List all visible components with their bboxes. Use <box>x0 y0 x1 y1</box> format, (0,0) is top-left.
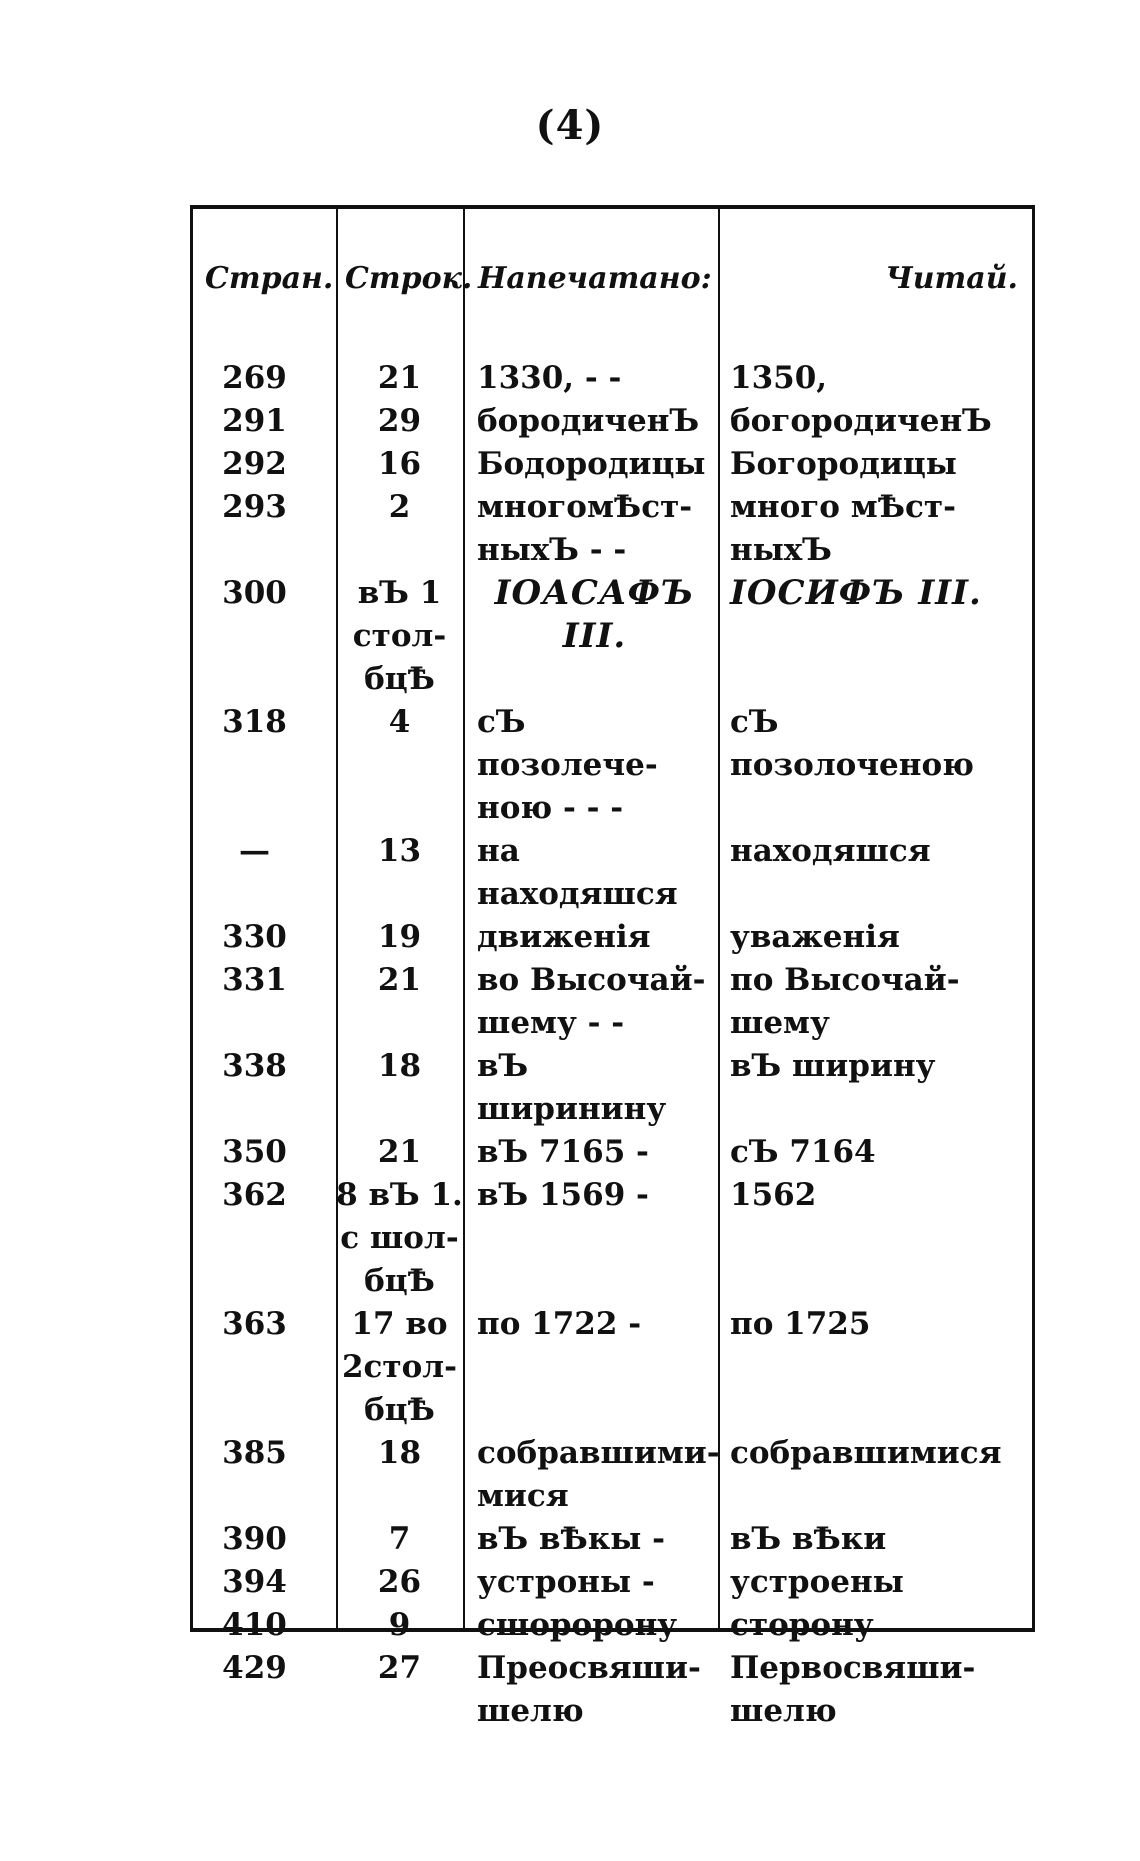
table-row <box>193 1174 1032 1303</box>
read-cell: Первосвяши- шелю <box>730 1650 976 1729</box>
line-cell: 19 <box>377 919 422 955</box>
page-cell: 363 <box>222 1306 287 1342</box>
page-cell: 269 <box>222 360 287 396</box>
table-row <box>193 916 1032 959</box>
table-row <box>193 1561 1032 1604</box>
read-cell: богородиченЪ <box>730 403 992 439</box>
page-cell: 362 <box>222 1177 287 1213</box>
page-cell: 331 <box>222 962 287 998</box>
page-cell: — <box>239 833 270 869</box>
printed-cell: устроны - <box>477 1564 655 1600</box>
table-row <box>193 1604 1032 1647</box>
printed-cell: по 1722 - <box>477 1306 642 1342</box>
line-cell: 17 во 2стол- бцѢ <box>341 1306 458 1428</box>
line-cell: 27 <box>377 1650 422 1686</box>
read-cell: ІОСИФЪ ІІІ. <box>730 573 982 613</box>
page-cell: 293 <box>222 489 287 525</box>
line-cell: 21 <box>377 962 422 998</box>
table-row <box>193 1131 1032 1174</box>
page-cell: 385 <box>222 1435 287 1471</box>
read-cell: много мѢст- ныхЪ <box>730 489 956 568</box>
header-line: Строк. <box>345 261 473 296</box>
read-cell: сЪ позолоченою <box>730 704 974 783</box>
read-cell: по 1725 <box>730 1306 871 1342</box>
read-cell: сторону <box>730 1607 874 1643</box>
printed-cell: бородиченЪ <box>477 403 700 439</box>
table-row <box>193 357 1032 400</box>
read-cell: устроены <box>730 1564 904 1600</box>
read-cell: находяшся <box>730 833 931 869</box>
read-cell: собравшимися <box>730 1435 1002 1471</box>
line-cell: вЪ 1 стол- бцѢ <box>352 575 447 697</box>
printed-cell: вЪ 1569 - <box>477 1177 649 1213</box>
page-number: (4) <box>535 102 605 149</box>
table-row <box>193 1647 1032 1733</box>
page-cell: 338 <box>222 1048 287 1084</box>
printed-cell: многомѢст- ныхЪ - - <box>477 489 693 568</box>
line-cell: 4 <box>388 704 411 740</box>
table-row <box>193 1045 1032 1131</box>
line-cell: 18 <box>377 1435 422 1471</box>
table-row <box>193 959 1032 1045</box>
line-cell: 21 <box>377 1134 422 1170</box>
printed-cell: вЪ 7165 - <box>477 1134 649 1170</box>
line-cell: 26 <box>377 1564 422 1600</box>
table-row <box>193 572 1032 701</box>
page-cell: 318 <box>222 704 287 740</box>
page-cell: 300 <box>222 575 287 611</box>
printed-cell: на находяшся <box>477 833 678 912</box>
header-read: Читай. <box>885 261 1018 296</box>
printed-cell: вЪ ширинину <box>477 1048 667 1127</box>
header-printed: Напечатано: <box>478 261 712 296</box>
line-cell: 8 вЪ 1. с шол- бцѢ <box>336 1177 463 1299</box>
printed-cell: Бодородицы <box>477 446 706 482</box>
read-cell: Богородицы <box>730 446 957 482</box>
page-cell: 390 <box>222 1521 287 1557</box>
page-cell: 429 <box>222 1650 287 1686</box>
table-row <box>193 486 1032 572</box>
line-cell: 2 <box>388 489 411 525</box>
errata-table <box>190 205 1035 1729</box>
table-row <box>193 400 1032 443</box>
line-cell: 21 <box>377 360 422 396</box>
header-page: Стран. <box>205 261 334 296</box>
line-cell: 18 <box>377 1048 422 1084</box>
table-row <box>193 443 1032 486</box>
read-cell: вЪ вѢки <box>730 1521 887 1557</box>
table-row <box>193 701 1032 830</box>
line-cell: 16 <box>377 446 422 482</box>
page-cell: 350 <box>222 1134 287 1170</box>
page-cell: 394 <box>222 1564 287 1600</box>
page-cell: 410 <box>222 1607 287 1643</box>
printed-cell: собравшими- мися <box>477 1435 720 1514</box>
page-cell: 291 <box>222 403 287 439</box>
page-cell: 292 <box>222 446 287 482</box>
read-cell: 1562 <box>730 1177 817 1213</box>
printed-cell: во Высочай- шему - - <box>477 962 706 1041</box>
read-cell: сЪ 7164 <box>730 1134 876 1170</box>
table-row <box>193 1432 1032 1518</box>
page-cell: 330 <box>222 919 287 955</box>
printed-cell: сшоророну <box>477 1607 678 1643</box>
read-cell: по Высочай- шему <box>730 962 960 1041</box>
read-cell: вЪ ширину <box>730 1048 936 1084</box>
line-cell: 29 <box>377 403 422 439</box>
printed-cell: Преосвяши- шелю <box>477 1650 701 1729</box>
read-cell: 1350, <box>730 360 828 396</box>
line-cell: 7 <box>388 1521 411 1557</box>
line-cell: 13 <box>377 833 422 869</box>
table-row <box>193 1303 1032 1432</box>
table-row <box>193 1518 1032 1561</box>
table-row <box>193 830 1032 916</box>
line-cell: 9 <box>388 1607 411 1643</box>
read-cell: уваженія <box>730 919 900 955</box>
printed-cell: 1330, - - <box>477 360 622 396</box>
printed-cell: вЪ вѢкы - <box>477 1521 665 1557</box>
printed-cell: движенія <box>477 919 651 955</box>
printed-cell: ІОАСАФЪ ІІІ. <box>494 573 695 656</box>
printed-cell: сЪ позолече- ною - - - <box>477 704 658 826</box>
errata-rows <box>193 357 1032 1733</box>
